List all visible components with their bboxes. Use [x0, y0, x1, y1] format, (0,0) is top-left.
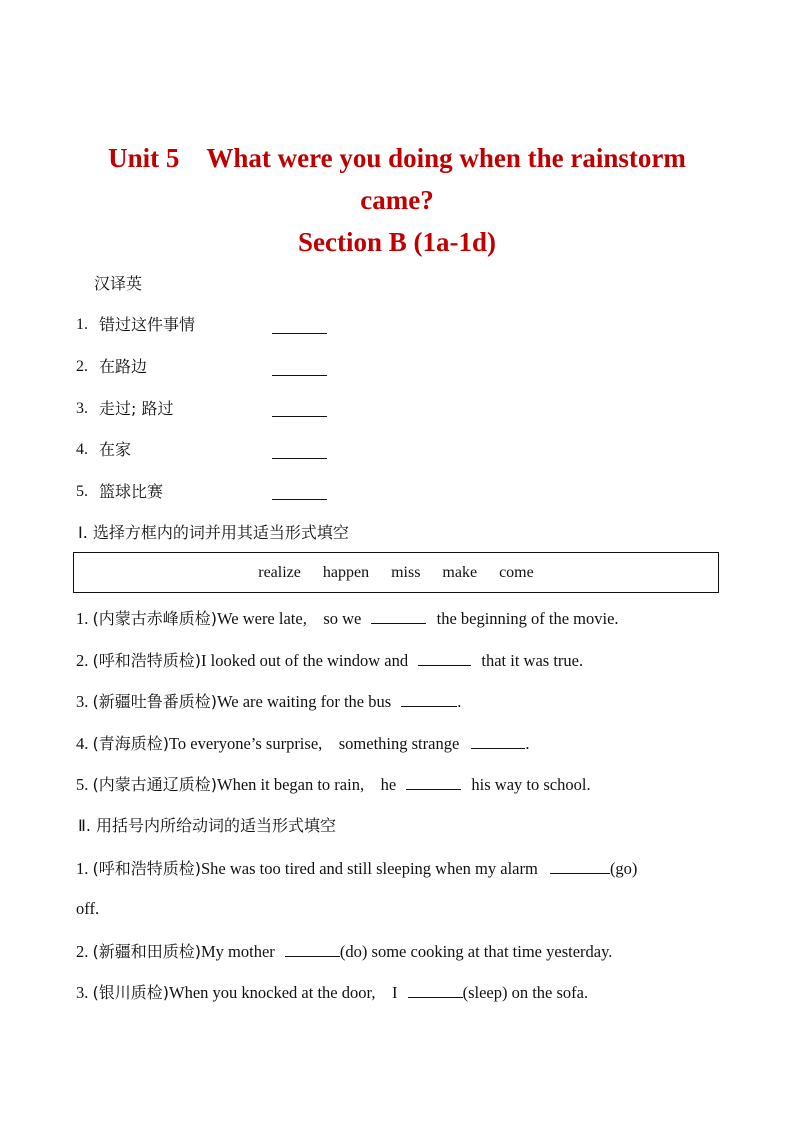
answer-blank[interactable]: [285, 940, 340, 957]
question-text: I looked out of the window and: [201, 651, 409, 670]
question-text: (do) some cooking at that time yesterday.: [339, 942, 613, 961]
question: [76, 981, 588, 1004]
question-continuation: off.: [76, 899, 100, 918]
vocab-text: 在家: [99, 440, 132, 459]
question-source: (银川质检): [92, 983, 169, 1002]
answer-blank[interactable]: [272, 333, 327, 334]
question: [76, 732, 530, 755]
answer-blank[interactable]: [550, 857, 610, 874]
question-text: When it began to rain, he: [217, 775, 397, 794]
word-option: miss: [391, 563, 421, 581]
answer-blank[interactable]: [406, 773, 461, 790]
vocab-number: 5.: [76, 483, 88, 500]
question: [76, 649, 583, 672]
question: [76, 773, 591, 796]
part0-heading: 汉译英: [94, 274, 143, 293]
question-text: We were late, so we: [217, 609, 362, 628]
title-line-2: came?: [360, 185, 434, 215]
question-text: .: [525, 734, 530, 753]
question: [76, 857, 637, 880]
question-source: (呼和浩特质检): [92, 859, 201, 878]
question-number: 2.: [76, 651, 89, 670]
question-source: (内蒙古赤峰质检): [92, 609, 217, 628]
vocab-number: 4.: [76, 441, 88, 458]
vocab-text: 篮球比赛: [99, 482, 164, 501]
part2-heading: Ⅱ. 用括号内所给动词的适当形式填空: [78, 816, 337, 835]
question-source: (新疆吐鲁番质检): [92, 692, 217, 711]
title-line-3: Section B (1a-1d): [298, 227, 496, 257]
vocab-number: 2.: [76, 358, 88, 375]
word-option: make: [442, 563, 478, 581]
question-number: 3.: [76, 692, 89, 711]
question: [76, 940, 612, 963]
title-line-1: Unit 5 What were you doing when the rainstorm: [108, 143, 686, 173]
question-text: (go): [609, 859, 638, 878]
question-number: 1.: [76, 859, 89, 878]
answer-blank[interactable]: [418, 649, 471, 666]
question-text: that it was true.: [481, 651, 584, 670]
vocab-text: 走过; 路过: [99, 399, 174, 418]
part1-heading: Ⅰ. 选择方框内的词并用其适当形式填空: [78, 523, 349, 542]
answer-blank[interactable]: [272, 499, 327, 500]
question-number: 2.: [76, 942, 89, 961]
question-text: When you knocked at the door, I: [169, 983, 398, 1002]
question-text: To everyone’s surprise, something strange: [169, 734, 460, 753]
answer-blank[interactable]: [272, 416, 327, 417]
word-option: happen: [322, 563, 370, 581]
answer-blank[interactable]: [272, 375, 327, 376]
question-source: (内蒙古通辽质检): [92, 775, 217, 794]
question-text: .: [457, 692, 462, 711]
answer-blank[interactable]: [401, 690, 457, 707]
word-option: realize: [258, 563, 301, 581]
answer-blank[interactable]: [272, 458, 327, 459]
question-number: 4.: [76, 734, 89, 753]
question: [76, 607, 619, 630]
answer-blank[interactable]: [371, 607, 426, 624]
question-text: (sleep) on the sofa.: [462, 983, 589, 1002]
question-source: (呼和浩特质检): [92, 651, 201, 670]
vocab-number: 1.: [76, 316, 88, 333]
question-text: We are waiting for the bus: [217, 692, 392, 711]
question-text: She was too tired and still sleeping when my alarm: [201, 859, 538, 878]
word-option: come: [499, 563, 534, 581]
vocab-text: 错过这件事情: [99, 315, 196, 334]
question-text: the beginning of the movie.: [436, 609, 619, 628]
question-number: 5.: [76, 775, 89, 794]
answer-blank[interactable]: [471, 732, 525, 749]
question: [76, 690, 461, 713]
word-box: [73, 552, 719, 593]
question-source: (青海质检): [92, 734, 169, 753]
question-number: 3.: [76, 983, 89, 1002]
question-text: his way to school.: [471, 775, 591, 794]
answer-blank[interactable]: [408, 981, 463, 998]
vocab-text: 在路边: [99, 357, 148, 376]
vocab-number: 3.: [76, 400, 88, 417]
question-text: My mother: [201, 942, 275, 961]
question-source: (新疆和田质检): [92, 942, 201, 961]
question-number: 1.: [76, 609, 89, 628]
